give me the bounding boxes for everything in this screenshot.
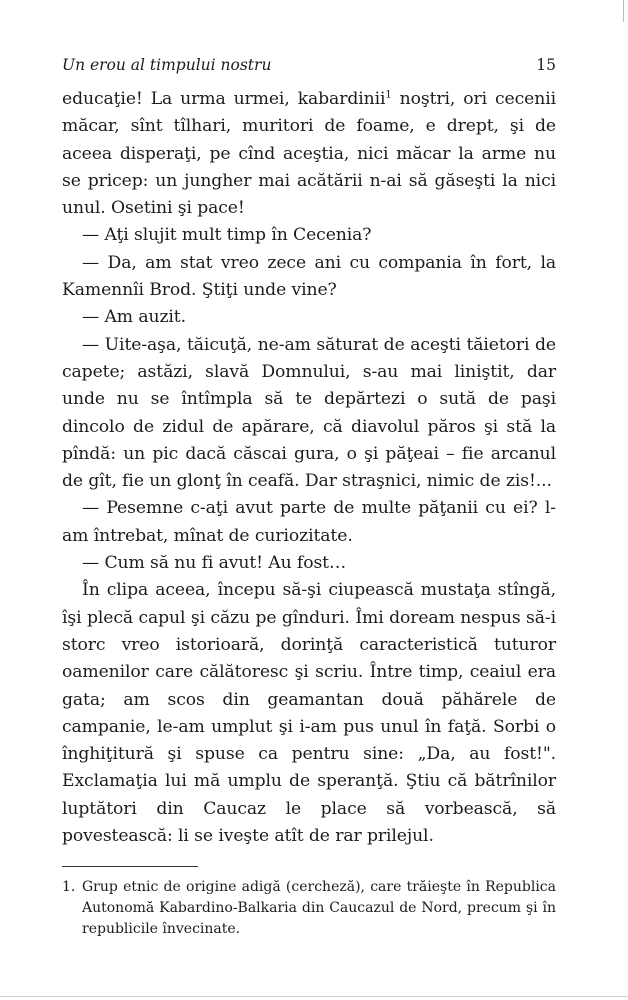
paragraph-1-rest: noştri, ori cecenii măcar, sînt tîlhari, muritori de foame, e drept, şi de aceea disperaţi, pe cînd aceştia, nici măcar la arme nu se pricep: un jungher mai acătării n-ai să găseşti la nici unul. Osetini şi pace!	[62, 89, 556, 219]
paragraph-8: În clipa aceea, începu să-şi ciupească mustaţa stîngă, îşi plecă capul şi căzu pe gînduri. Îmi doream nespus să-i storc vreo istorioară, dorinţă caracteristică tuturor oamenilor care călătoresc şi scriu. Între timp, ceaiul era gata; am scos din geamantan două păhărele de campanie, le-am umplut şi i-am pus unul în faţă. Sorbi o înghiţitură şi spuse ca pentru sine: „Da, au fost!". Exclamaţia lui mă umplu de speranţă. Ştiu că bătrînilor luptători din Caucaz le place să vorbească, să povestească: li se iveşte atît de rar prilejul.	[62, 580, 556, 847]
paragraph-7: — Cum să nu fi avut! Au fost…	[82, 553, 347, 574]
footnote-marker: 1	[385, 89, 392, 101]
page-edge-bottom	[0, 996, 628, 997]
paragraph-1	[62, 86, 556, 222]
page-edge-right	[623, 0, 624, 22]
footnote-number: 1.	[62, 879, 76, 896]
running-title: Un erou al timpului nostru	[62, 56, 272, 74]
paragraph-2: — Aţi slujit mult timp în Cecenia?	[82, 225, 372, 246]
footnote	[62, 877, 556, 940]
body-text	[62, 86, 556, 850]
page-number: 15	[536, 56, 556, 74]
paragraph-1-start: educaţie! La urma urmei, kabardinii	[62, 89, 386, 109]
paragraph-4: — Am auzit.	[82, 307, 186, 328]
paragraph-5: — Uite-aşa, tăicuţă, ne-am săturat de aceşti tăietori de capete; astăzi, slavă Domnului, s-au mai liniştit, dar unde nu se întîmpla să te depărtezi o sută de paşi dincolo de zidul de apărare, că diavolul păros şi stă la pîndă: un pic dacă căscai gura, o şi păţeai – fie arcanul de gît, fie un glonţ în ceafă. Dar straşnici, nimic de zis!...	[62, 334, 556, 492]
paragraph-3: — Da, am stat vreo zece ani cu compania în fort, la Kamennîi Brod. Ştiţi unde vine?	[62, 252, 556, 301]
paragraph-6: — Pesemne c-aţi avut parte de multe păţanii cu ei? l-am întrebat, mînat de curiozitate.	[62, 498, 556, 546]
running-head	[62, 56, 556, 74]
book-page	[62, 56, 556, 940]
footnote-rule	[62, 866, 198, 867]
footnote-text: Grup etnic de origine adigă (cercheză), care trăieşte în Republica Autonomă Kabardino-Balkaria din Caucazul de Nord, precum şi în republicile învecinate.	[82, 879, 556, 938]
